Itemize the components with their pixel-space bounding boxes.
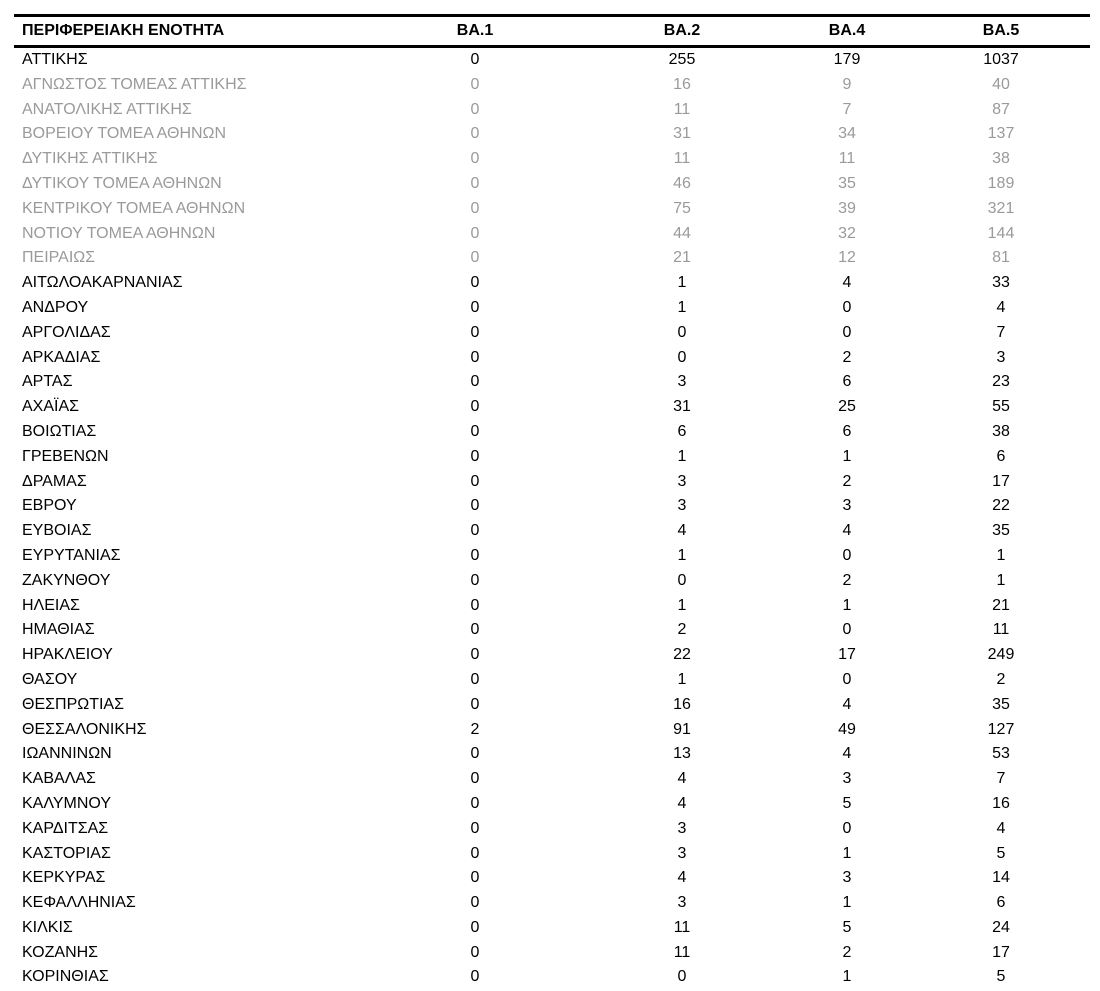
value-ba5: 24 [992, 918, 1010, 936]
value-ba5: 137 [987, 125, 1015, 143]
regional-unit-name: ΗΜΑΘΙΑΣ [22, 621, 95, 639]
regional-unit-name: ΘΑΣΟΥ [22, 670, 78, 688]
value-ba2: 3 [677, 497, 687, 515]
value-ba1: 2 [470, 720, 480, 738]
table-row [14, 544, 1090, 569]
value-ba5: 55 [992, 398, 1010, 416]
value-ba1: 0 [470, 199, 480, 217]
value-ba4: 2 [842, 348, 852, 366]
regional-unit-name: ΗΛΕΙΑΣ [22, 596, 80, 614]
value-ba1: 0 [470, 447, 480, 465]
value-ba1: 0 [470, 373, 480, 391]
regional-unit-name: ΚΕΝΤΡΙΚΟΥ ΤΟΜΕΑ ΑΘΗΝΩΝ [22, 199, 246, 217]
value-ba5: 144 [987, 224, 1015, 242]
value-ba4: 1 [842, 968, 852, 986]
value-ba2: 1 [677, 274, 687, 292]
value-ba2: 4 [677, 770, 687, 788]
value-ba1: 0 [470, 596, 480, 614]
value-ba4: 0 [842, 298, 852, 316]
regional-unit-name: ΑΓΝΩΣΤΟΣ ΤΟΜΕΑΣ ΑΤΤΙΚΗΣ [22, 75, 247, 93]
regional-unit-name: ΙΩΑΝΝΙΝΩΝ [22, 745, 112, 763]
value-ba2: 3 [677, 373, 687, 391]
value-ba4: 6 [842, 422, 852, 440]
value-ba4: 2 [842, 472, 852, 490]
value-ba1: 0 [470, 770, 480, 788]
value-ba2: 4 [677, 869, 687, 887]
value-ba2: 3 [677, 472, 687, 490]
value-ba2: 0 [677, 571, 687, 589]
regional-unit-name: ΚΕΦΑΛΛΗΝΙΑΣ [22, 894, 136, 912]
regional-unit-name: ΑΙΤΩΛΟΑΚΑΡΝΑΝΙΑΣ [22, 274, 183, 292]
value-ba4: 25 [838, 398, 856, 416]
value-ba2: 2 [677, 621, 687, 639]
header-ba2: ΒΑ.2 [582, 17, 782, 47]
value-ba5: 2 [996, 670, 1006, 688]
value-ba4: 3 [842, 497, 852, 515]
value-ba4: 0 [842, 621, 852, 639]
table-row [14, 420, 1090, 445]
value-ba5: 23 [992, 373, 1010, 391]
value-ba5: 87 [992, 100, 1010, 118]
table-row [14, 147, 1090, 172]
regional-unit-name: ΚΑΡΔΙΤΣΑΣ [22, 819, 109, 837]
header-ba4: ΒΑ.4 [782, 17, 912, 47]
table-row [14, 222, 1090, 247]
value-ba2: 16 [673, 75, 691, 93]
value-ba5: 6 [996, 447, 1006, 465]
regional-unit-name: ΠΕΙΡΑΙΩΣ [22, 249, 96, 267]
regional-unit-name: ΚΟΖΑΝΗΣ [22, 943, 99, 961]
value-ba4: 5 [842, 918, 852, 936]
value-ba1: 0 [470, 621, 480, 639]
regional-unit-name: ΕΥΡΥΤΑΝΙΑΣ [22, 546, 121, 564]
value-ba5: 1 [996, 571, 1006, 589]
table-header-row [14, 17, 1090, 47]
value-ba1: 0 [470, 150, 480, 168]
table-row [14, 197, 1090, 222]
value-ba5: 53 [992, 745, 1010, 763]
regional-unit-name: ΘΕΣΣΑΛΟΝΙΚΗΣ [22, 720, 147, 738]
table-row [14, 742, 1090, 767]
table-row [14, 296, 1090, 321]
value-ba5: 1 [996, 546, 1006, 564]
regional-unit-name: ΑΤΤΙΚΗΣ [22, 51, 88, 68]
table-row [14, 98, 1090, 123]
value-ba1: 0 [470, 298, 480, 316]
table-row [14, 866, 1090, 891]
value-ba1: 0 [470, 819, 480, 837]
value-ba2: 31 [673, 398, 691, 416]
table-row [14, 941, 1090, 966]
value-ba5: 81 [992, 249, 1010, 267]
table-row [14, 842, 1090, 867]
table-row [14, 346, 1090, 371]
table-row [14, 594, 1090, 619]
value-ba5: 127 [987, 720, 1015, 738]
value-ba1: 0 [470, 571, 480, 589]
regional-unit-name: ΑΡΤΑΣ [22, 373, 73, 391]
regional-unit-name: ΑΡΚΑΔΙΑΣ [22, 348, 101, 366]
value-ba5: 189 [987, 174, 1015, 192]
header-ba5: ΒΑ.5 [912, 17, 1090, 47]
value-ba1: 0 [470, 844, 480, 862]
value-ba5: 11 [992, 621, 1010, 639]
table-row [14, 792, 1090, 817]
value-ba2: 11 [673, 150, 691, 168]
value-ba4: 11 [838, 150, 856, 168]
value-ba4: 1 [842, 844, 852, 862]
value-ba1: 0 [470, 646, 480, 664]
regional-unit-name: ΑΧΑΪΑΣ [22, 398, 80, 416]
value-ba1: 0 [470, 918, 480, 936]
table-row [14, 172, 1090, 197]
value-ba2: 1 [677, 298, 687, 316]
table-row [14, 445, 1090, 470]
value-ba4: 35 [838, 174, 856, 192]
table-row [14, 321, 1090, 346]
value-ba1: 0 [470, 174, 480, 192]
value-ba4: 0 [842, 323, 852, 341]
regional-unit-name: ΔΥΤΙΚΗΣ ΑΤΤΙΚΗΣ [22, 150, 158, 168]
value-ba1: 0 [470, 100, 480, 118]
table-row [14, 47, 1090, 73]
value-ba4: 0 [842, 670, 852, 688]
regional-unit-name: ΚΟΡΙΝΘΙΑΣ [22, 968, 109, 986]
table-row [14, 370, 1090, 395]
value-ba5: 21 [992, 596, 1010, 614]
value-ba5: 33 [992, 274, 1010, 292]
value-ba2: 3 [677, 894, 687, 912]
value-ba4: 2 [842, 571, 852, 589]
value-ba4: 179 [833, 51, 861, 68]
value-ba4: 34 [838, 125, 856, 143]
regional-unit-name: ΝΟΤΙΟΥ ΤΟΜΕΑ ΑΘΗΝΩΝ [22, 224, 216, 242]
regional-unit-name: ΑΝΔΡΟΥ [22, 298, 89, 316]
value-ba2: 11 [673, 100, 691, 118]
value-ba5: 7 [996, 770, 1006, 788]
regional-unit-name: ΗΡΑΚΛΕΙΟΥ [22, 646, 113, 664]
value-ba5: 35 [992, 522, 1010, 540]
value-ba2: 4 [677, 522, 687, 540]
value-ba4: 5 [842, 794, 852, 812]
table-row [14, 965, 1090, 990]
value-ba4: 39 [838, 199, 856, 217]
value-ba1: 0 [470, 472, 480, 490]
value-ba5: 6 [996, 894, 1006, 912]
regional-unit-name: ΘΕΣΠΡΩΤΙΑΣ [22, 695, 124, 713]
value-ba4: 4 [842, 522, 852, 540]
value-ba5: 4 [996, 298, 1006, 316]
table-row [14, 916, 1090, 941]
table-row [14, 519, 1090, 544]
value-ba5: 40 [992, 75, 1010, 93]
table-row [14, 643, 1090, 668]
value-ba5: 16 [992, 794, 1010, 812]
value-ba4: 9 [842, 75, 852, 93]
value-ba4: 7 [842, 100, 852, 118]
value-ba2: 75 [673, 199, 691, 217]
value-ba1: 0 [470, 348, 480, 366]
table-body [14, 47, 1090, 991]
table-row [14, 569, 1090, 594]
value-ba2: 21 [673, 249, 691, 267]
value-ba5: 22 [992, 497, 1010, 515]
value-ba1: 0 [470, 894, 480, 912]
value-ba1: 0 [470, 943, 480, 961]
value-ba5: 1037 [983, 51, 1019, 68]
value-ba5: 17 [992, 943, 1010, 961]
value-ba5: 3 [996, 348, 1006, 366]
table-row [14, 395, 1090, 420]
table-row [14, 618, 1090, 643]
value-ba1: 0 [470, 968, 480, 986]
value-ba5: 14 [992, 869, 1010, 887]
value-ba2: 11 [673, 943, 691, 961]
value-ba4: 1 [842, 596, 852, 614]
table-row [14, 122, 1090, 147]
header-ba1: ΒΑ.1 [368, 17, 582, 47]
value-ba4: 32 [838, 224, 856, 242]
value-ba2: 3 [677, 819, 687, 837]
value-ba2: 4 [677, 794, 687, 812]
regional-unit-name: ΓΡΕΒΕΝΩΝ [22, 447, 109, 465]
value-ba1: 0 [470, 546, 480, 564]
table-row [14, 246, 1090, 271]
value-ba1: 0 [470, 745, 480, 763]
value-ba5: 5 [996, 844, 1006, 862]
value-ba1: 0 [470, 522, 480, 540]
table-row [14, 73, 1090, 98]
value-ba4: 6 [842, 373, 852, 391]
regional-unit-name: ΒΟΙΩΤΙΑΣ [22, 422, 97, 440]
value-ba4: 3 [842, 770, 852, 788]
value-ba4: 49 [838, 720, 856, 738]
value-ba1: 0 [470, 422, 480, 440]
regional-unit-name: ΚΑΒΑΛΑΣ [22, 770, 96, 788]
value-ba1: 0 [470, 51, 480, 68]
value-ba2: 1 [677, 546, 687, 564]
value-ba1: 0 [470, 224, 480, 242]
table-row [14, 767, 1090, 792]
value-ba2: 0 [677, 968, 687, 986]
table-row [14, 470, 1090, 495]
value-ba1: 0 [470, 695, 480, 713]
value-ba1: 0 [470, 274, 480, 292]
value-ba4: 17 [838, 646, 856, 664]
value-ba2: 6 [677, 422, 687, 440]
value-ba2: 255 [668, 51, 696, 68]
value-ba5: 35 [992, 695, 1010, 713]
value-ba5: 17 [992, 472, 1010, 490]
value-ba2: 1 [677, 670, 687, 688]
regional-unit-name: ΔΥΤΙΚΟΥ ΤΟΜΕΑ ΑΘΗΝΩΝ [22, 174, 222, 192]
regional-unit-name: ΚΑΛΥΜΝΟΥ [22, 794, 111, 812]
value-ba2: 31 [673, 125, 691, 143]
value-ba2: 0 [677, 323, 687, 341]
value-ba5: 38 [992, 150, 1010, 168]
value-ba2: 1 [677, 596, 687, 614]
regional-unit-name: ΕΒΡΟΥ [22, 497, 77, 515]
value-ba1: 0 [470, 323, 480, 341]
value-ba1: 0 [470, 497, 480, 515]
value-ba2: 3 [677, 844, 687, 862]
value-ba1: 0 [470, 670, 480, 688]
regional-unit-name: ΚΕΡΚΥΡΑΣ [22, 869, 106, 887]
table-row [14, 891, 1090, 916]
regional-unit-name: ΑΝΑΤΟΛΙΚΗΣ ΑΤΤΙΚΗΣ [22, 100, 192, 118]
value-ba4: 4 [842, 745, 852, 763]
regional-unit-name: ΒΟΡΕΙΟΥ ΤΟΜΕΑ ΑΘΗΝΩΝ [22, 125, 227, 143]
regional-unit-name: ΚΑΣΤΟΡΙΑΣ [22, 844, 111, 862]
value-ba2: 0 [677, 348, 687, 366]
value-ba1: 0 [470, 794, 480, 812]
value-ba5: 38 [992, 422, 1010, 440]
value-ba5: 4 [996, 819, 1006, 837]
value-ba4: 3 [842, 869, 852, 887]
value-ba4: 1 [842, 447, 852, 465]
value-ba1: 0 [470, 75, 480, 93]
value-ba2: 16 [673, 695, 691, 713]
value-ba1: 0 [470, 125, 480, 143]
value-ba5: 5 [996, 968, 1006, 986]
regional-unit-name: ΚΙΛΚΙΣ [22, 918, 73, 936]
regional-data-sheet [14, 14, 1090, 990]
regional-unit-name: ΖΑΚΥΝΘΟΥ [22, 571, 111, 589]
value-ba5: 321 [987, 199, 1015, 217]
value-ba2: 44 [673, 224, 691, 242]
value-ba2: 22 [673, 646, 691, 664]
value-ba4: 4 [842, 695, 852, 713]
value-ba2: 1 [677, 447, 687, 465]
table-row [14, 494, 1090, 519]
regional-unit-name: ΕΥΒΟΙΑΣ [22, 522, 92, 540]
value-ba2: 91 [673, 720, 691, 738]
value-ba4: 0 [842, 819, 852, 837]
value-ba1: 0 [470, 249, 480, 267]
regional-cases-table [14, 17, 1090, 990]
value-ba2: 11 [673, 918, 691, 936]
value-ba2: 46 [673, 174, 691, 192]
value-ba4: 2 [842, 943, 852, 961]
value-ba4: 0 [842, 546, 852, 564]
header-regional-unit: ΠΕΡΙΦΕΡΕΙΑΚΗ ΕΝΟΤΗΤΑ [14, 17, 368, 47]
regional-unit-name: ΑΡΓΟΛΙΔΑΣ [22, 323, 111, 341]
value-ba5: 7 [996, 323, 1006, 341]
table-row [14, 817, 1090, 842]
value-ba1: 0 [470, 398, 480, 416]
value-ba4: 12 [838, 249, 856, 267]
table-row [14, 693, 1090, 718]
value-ba2: 13 [673, 745, 691, 763]
value-ba4: 4 [842, 274, 852, 292]
value-ba4: 1 [842, 894, 852, 912]
table-row [14, 271, 1090, 296]
value-ba1: 0 [470, 869, 480, 887]
table-row [14, 718, 1090, 743]
regional-unit-name: ΔΡΑΜΑΣ [22, 472, 87, 490]
table-row [14, 668, 1090, 693]
value-ba5: 249 [987, 646, 1015, 664]
